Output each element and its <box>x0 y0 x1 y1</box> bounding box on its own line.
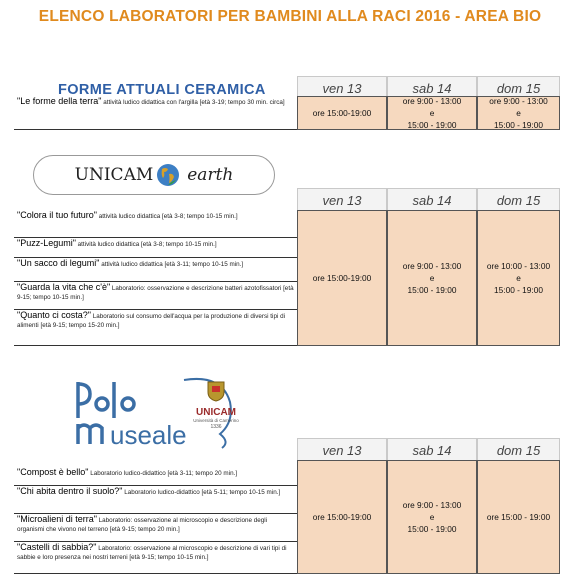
section-heading: FORME ATTUALI CERAMICA <box>58 82 266 98</box>
day-header-dom: dom 15 <box>477 438 560 462</box>
time-cell-sab: ore 9:00 - 13:00 e 15:00 - 19:00 <box>387 210 477 346</box>
crest-icon <box>205 380 227 402</box>
page-title: ELENCO LABORATORI PER BAMBINI ALLA RACI 2016 - AREA BIO <box>38 8 542 25</box>
time-cell-ven: ore 15:00-19:00 <box>297 460 387 574</box>
day-header-ven: ven 13 <box>297 438 387 462</box>
time-cell-dom: ore 9:00 - 13:00 e 15:00 - 19:00 <box>477 96 560 130</box>
unicam-crest: UNICAM Università di Camerino 1336 <box>184 380 248 430</box>
activity-row: "Quanto ci costa?" Laboratorio sul consumo dell'acqua per la produzione di diversi tipi di alimenti [età 9-15; tempo 15-20 min.] <box>14 310 297 346</box>
activity-row: "Un sacco di legumi" attività ludico didattica [età 3-11; tempo 10-15 min.] <box>14 258 297 282</box>
activity-row: "Colora il tuo futuro" attività ludico didattica [età 3-8; tempo 10-15 min.] <box>14 210 297 238</box>
activity-row: "Le forme della terra" attività ludico didattica con l'argilla [età 3-19; tempo 30 min. circa] <box>14 96 297 130</box>
time-cell-sab: ore 9:00 - 13:00 e 15:00 - 19:00 <box>387 460 477 574</box>
day-header-sab: sab 14 <box>387 76 477 100</box>
activity-row: "Castelli di sabbia?" Laboratorio: osservazione al microscopio e descrizione di vari tipi di sabbie e loro presenza nei nostri terreni [età 9-15; tempo 10-15 min.] <box>14 542 297 574</box>
section-ceramica <box>14 76 560 130</box>
activity-row: "Microalieni di terra" Laboratorio: osservazione al microscopio e descrizione degli organismi che vivono nel terreno [età 9-15; tempo 20 min.] <box>14 514 297 542</box>
globe-icon <box>156 163 180 187</box>
activity-row: "Puzz-Legumi" attività ludico didattica [età 3-8; tempo 10-15 min.] <box>14 238 297 258</box>
section-polo-museale <box>14 372 560 580</box>
day-header-ven: ven 13 <box>297 188 387 212</box>
time-cell-ven: ore 15:00-19:00 <box>297 210 387 346</box>
day-header-sab: sab 14 <box>387 188 477 212</box>
activity-row: "Guarda la vita che c'è" Laboratorio: osservazione e descrizione batteri azotofissatori [età 9-15; tempo 10-15 min.] <box>14 282 297 310</box>
day-header-ven: ven 13 <box>297 76 387 100</box>
activity-row: "Compost è bello" Laboratorio ludico-didattico [età 3-11; tempo 20 min.] <box>14 462 297 486</box>
unicam-earth-logo: UNICAM earth <box>33 155 275 195</box>
activity-row: "Chi abita dentro il suolo?" Laboratorio ludico-didattico [età 5-11; tempo 10-15 min.] <box>14 486 297 514</box>
section-unicam-earth <box>14 152 560 346</box>
time-cell-dom: ore 15:00 - 19:00 <box>477 460 560 574</box>
time-cell-dom: ore 10:00 - 13:00 e 15:00 - 19:00 <box>477 210 560 346</box>
day-header-dom: dom 15 <box>477 188 560 212</box>
time-cell-ven: ore 15:00-19:00 <box>297 96 387 130</box>
day-header-dom: dom 15 <box>477 76 560 100</box>
svg-text:useale: useale <box>110 420 187 450</box>
time-cell-sab: ore 9:00 - 13:00 e 15:00 - 19:00 <box>387 96 477 130</box>
day-header-sab: sab 14 <box>387 438 477 462</box>
